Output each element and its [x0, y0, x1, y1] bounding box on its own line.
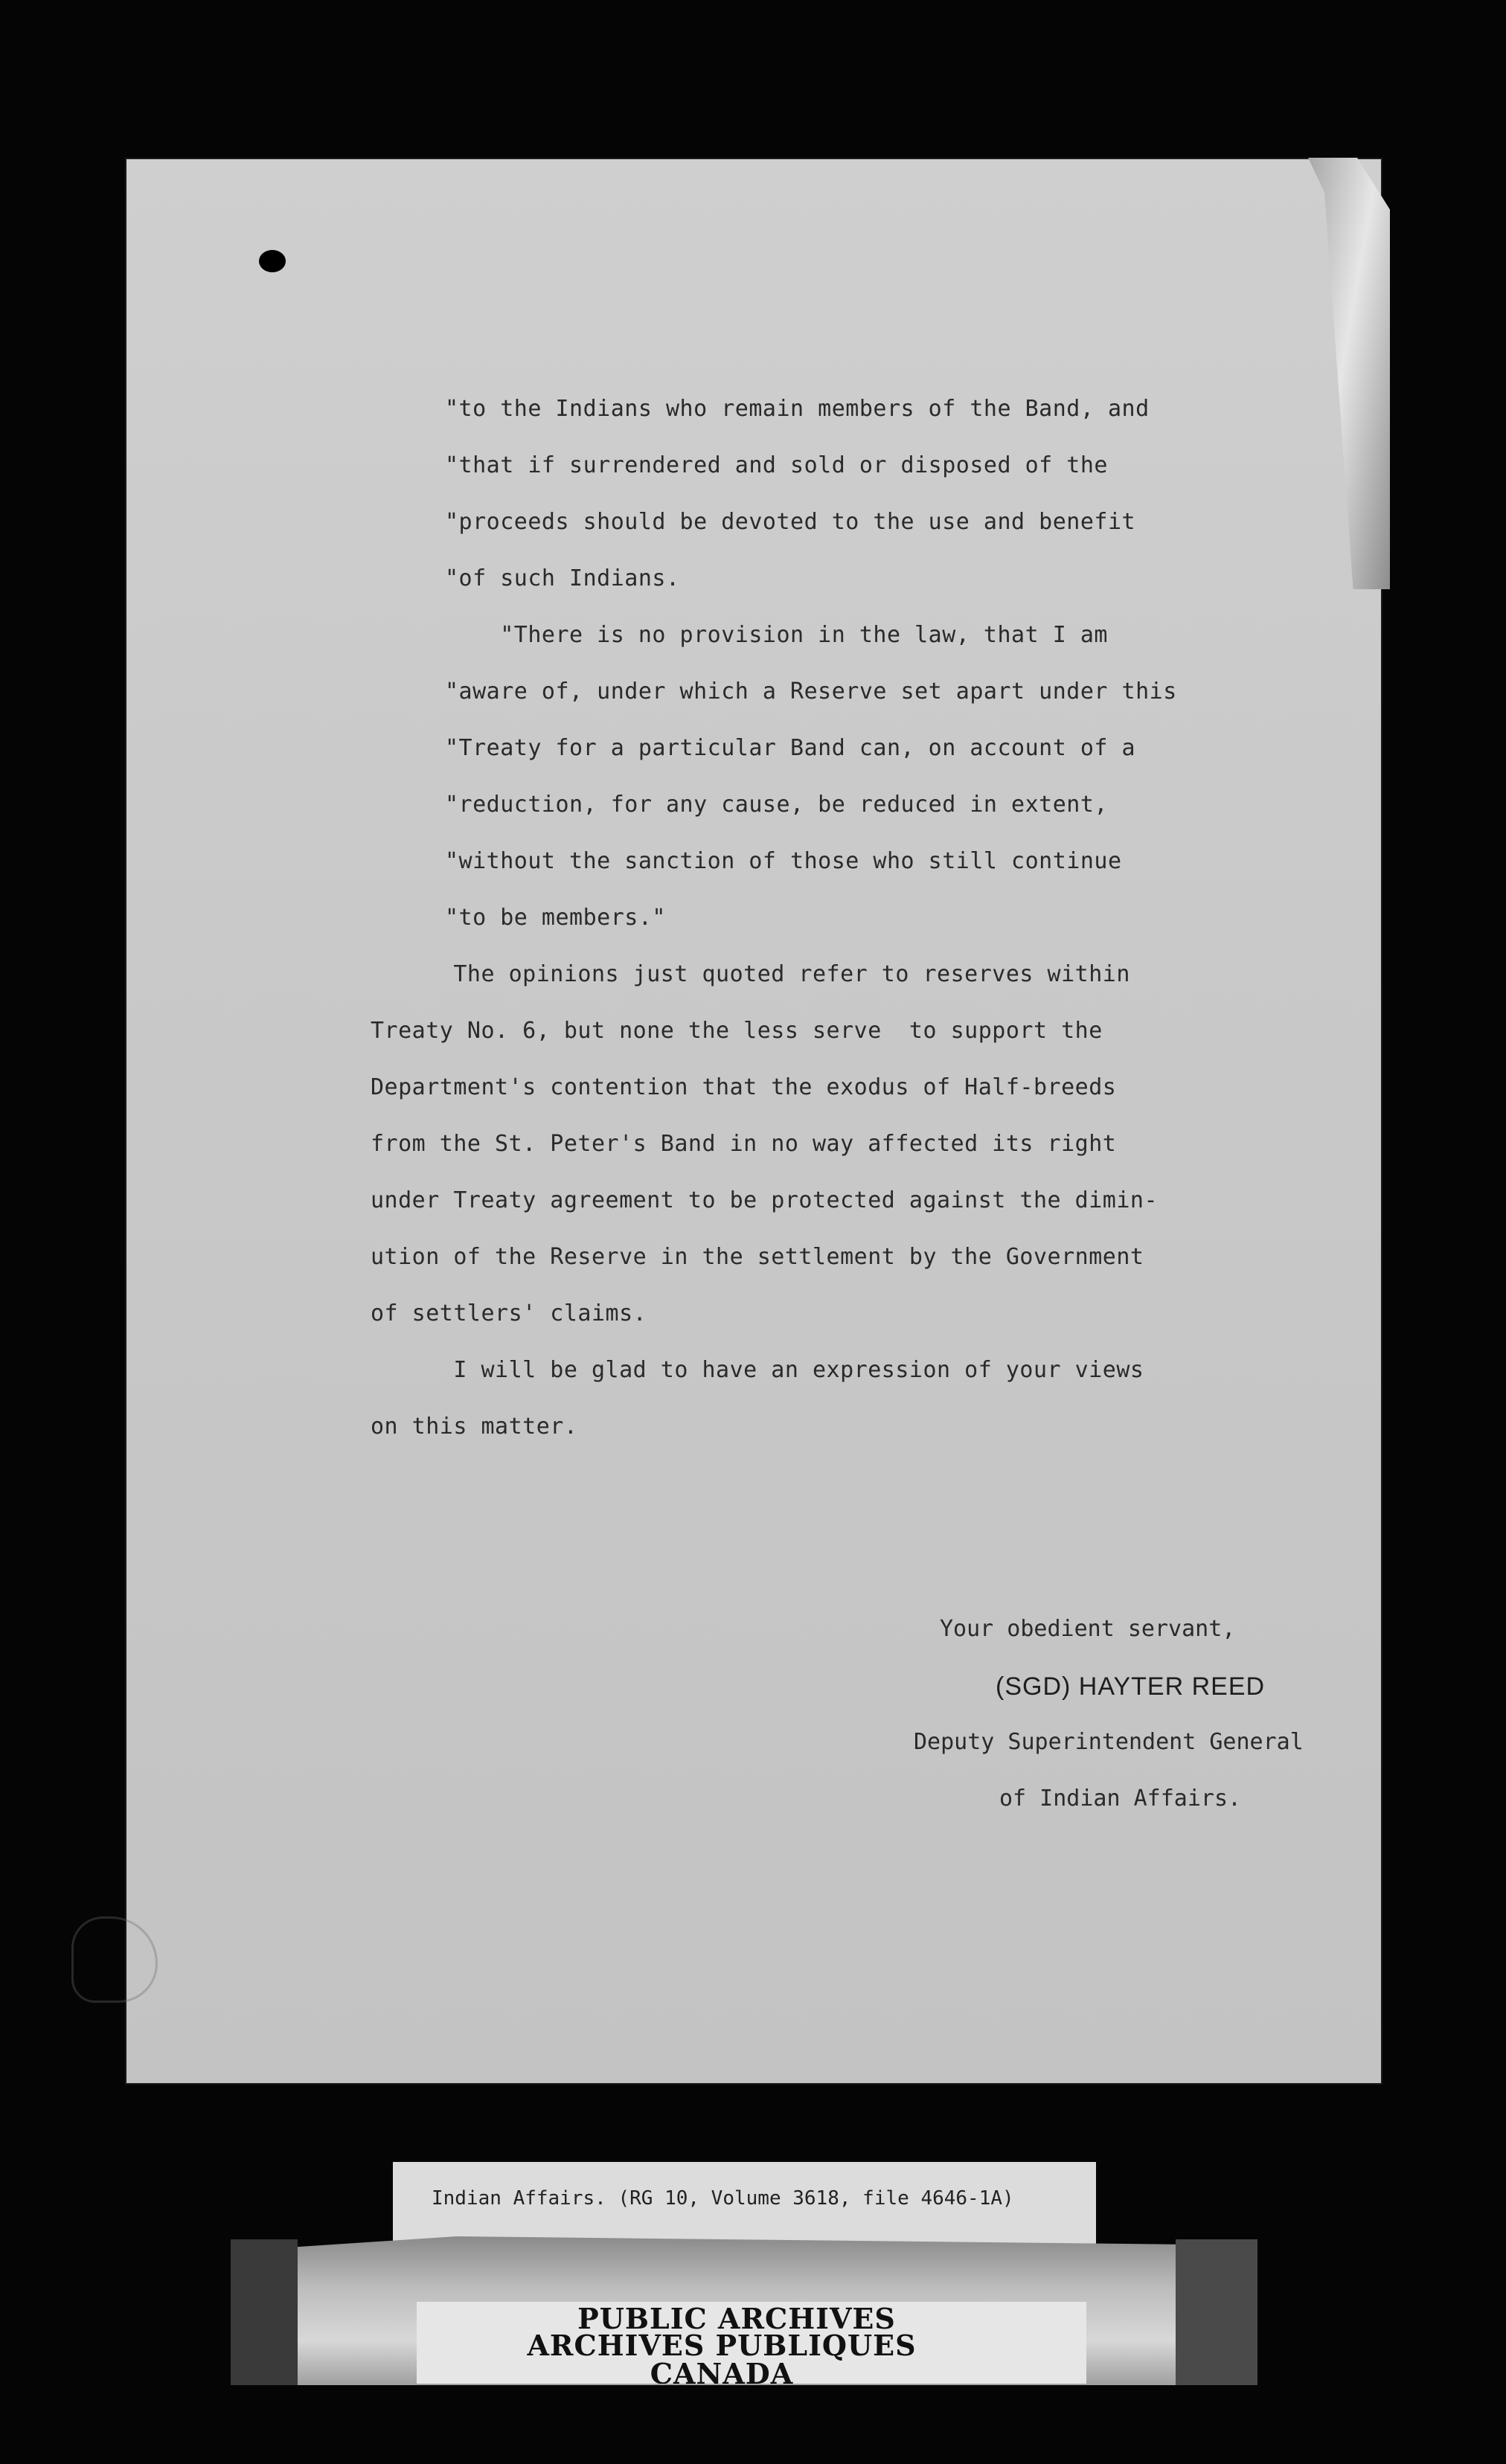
- closing: Your obedient servant,: [940, 1616, 1236, 1642]
- letter-body: [371, 381, 1293, 1455]
- stamp-line-3: CANADA: [650, 2357, 794, 2384]
- letter-line: of settlers' claims.: [371, 1300, 647, 1326]
- strip-shadow-right: [1176, 2239, 1257, 2385]
- letter-line: "of such Indians.: [445, 565, 680, 591]
- signatory-name: (SGD) HAYTER REED: [996, 1672, 1266, 1701]
- letter-line: "There is no provision in the law, that I am: [445, 622, 1108, 648]
- letter-line: Treaty No. 6, but none the less serve to support the: [371, 1018, 1103, 1044]
- letter-line: "reduction, for any cause, be reduced in extent,: [445, 792, 1108, 818]
- strip-shadow-left: [231, 2239, 298, 2385]
- letter-line: "aware of, under which a Reserve set apart under this: [445, 678, 1177, 705]
- punch-hole: [259, 250, 286, 272]
- letter-line: "to be members.": [445, 905, 666, 931]
- signatory-title-continued: of Indian Affairs.: [999, 1786, 1242, 1812]
- letter-line: ution of the Reserve in the settlement by the Government: [371, 1244, 1144, 1270]
- archives-stamp: [417, 2302, 1086, 2384]
- letter-line: Department's contention that the exodus of Half-breeds: [371, 1074, 1117, 1100]
- letter-line: The opinions just quoted refer to reserves within: [371, 961, 1130, 987]
- letter-line: under Treaty agreement to be protected against the dimin-: [371, 1187, 1159, 1213]
- letter-page: [125, 158, 1382, 2085]
- stamp-line-1: PUBLIC ARCHIVES: [577, 2302, 896, 2335]
- letter-line: "without the sanction of those who still continue: [445, 848, 1122, 874]
- letter-line: "that if surrendered and sold or disposed of the: [445, 452, 1108, 478]
- letter-line: from the St. Peter's Band in no way affected its right: [371, 1131, 1117, 1157]
- letter-line: I will be glad to have an expression of your views: [371, 1357, 1144, 1383]
- stamp-line-2: ARCHIVES PUBLIQUES: [527, 2329, 917, 2362]
- letter-line: "proceeds should be devoted to the use and benefit: [445, 509, 1136, 535]
- page-curl-edge: [1308, 158, 1390, 589]
- letter-line: "to the Indians who remain members of the Band, and: [445, 396, 1150, 422]
- letter-line: on this matter.: [371, 1414, 578, 1440]
- archive-reference-text: Indian Affairs. (RG 10, Volume 3618, file 4646-1A): [432, 2187, 1014, 2210]
- letter-line: "Treaty for a particular Band can, on account of a: [445, 735, 1136, 761]
- signatory-title: Deputy Superintendent General: [914, 1729, 1304, 1755]
